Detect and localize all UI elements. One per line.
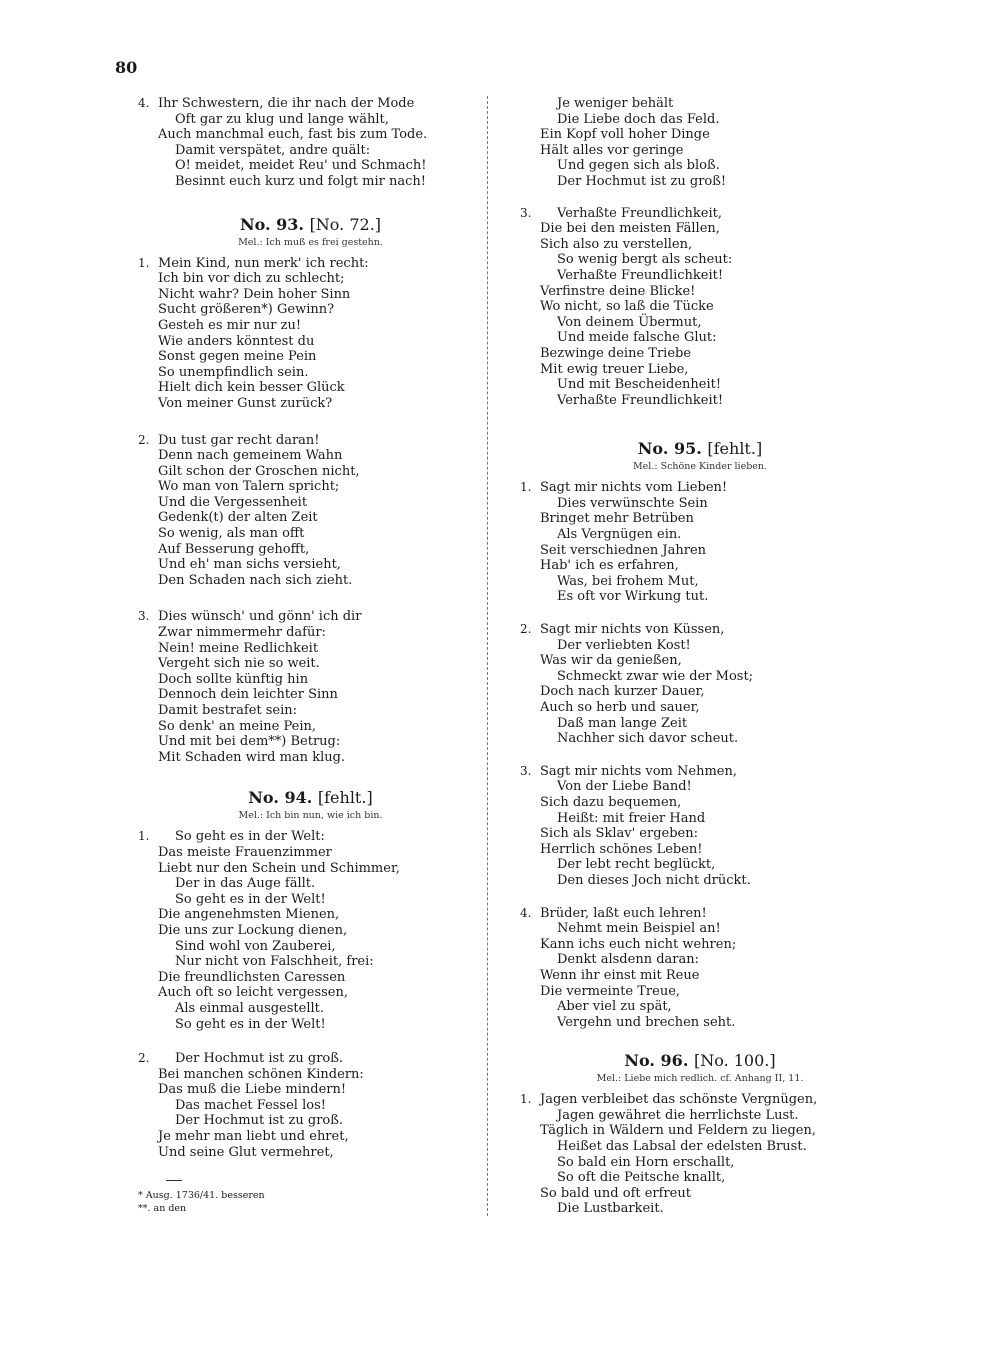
verse-line: Heißt: mit freier Hand <box>557 810 706 826</box>
verse-line: Mein Kind, nun merk' ich recht: <box>158 255 369 271</box>
verse-line: Seit verschiednen Jahren <box>540 542 707 558</box>
verse-line: So wenig, als man offt <box>158 526 305 542</box>
stanza-2-continued <box>520 96 880 190</box>
verse-line: Hält alles vor geringe <box>540 142 684 158</box>
stanza-lines <box>158 1051 483 1160</box>
stanza-number: 1. <box>520 480 532 495</box>
song-reference: [No. 72.] <box>309 214 382 234</box>
verse-line: Die angenehmsten Mienen, <box>158 907 340 923</box>
verse-line: Ihr Schwestern, die ihr nach der Mode <box>158 96 415 111</box>
verse-line: Damit bestrafet sein: <box>158 703 298 718</box>
verse-line: Denn nach gemeinem Wahn <box>158 448 343 464</box>
verse-line: Die Liebe doch das Feld. <box>557 111 720 127</box>
stanza-number: 1. <box>520 1092 532 1107</box>
song-95-stanza <box>520 906 880 1031</box>
stanza-lines <box>540 206 880 409</box>
song-number: No. 96. <box>624 1051 689 1071</box>
verse-line: Gesteh es mir nur zu! <box>158 317 302 333</box>
verse-line: Was wir da genießen, <box>540 653 682 669</box>
verse-line: Schmeckt zwar wie der Most; <box>557 668 754 684</box>
verse-line: Aber viel zu spät, <box>557 999 672 1015</box>
verse-line: Je mehr man liebt und ehret, <box>158 1129 349 1145</box>
verse-line: Sich also zu verstellen, <box>540 236 693 252</box>
verse-line: Brüder, laßt euch lehren! <box>540 905 707 921</box>
verse-line: Sind wohl von Zauberei, <box>175 938 336 954</box>
stanza-number: 3. <box>138 609 150 624</box>
stanza-number: 4. <box>520 905 532 920</box>
verse-line: So denk' an meine Pein, <box>158 718 316 734</box>
song-reference: [No. 100.] <box>693 1051 776 1071</box>
song-95-stanza <box>520 480 880 605</box>
verse-line: Sich dazu bequemen, <box>540 794 682 810</box>
verse-line: Der lebt recht beglückt, <box>557 857 716 873</box>
verse-line: Damit verspätet, andre quält: <box>175 142 371 158</box>
verse-line: Und gegen sich als bloß. <box>557 158 720 174</box>
stanza-lines <box>540 96 880 190</box>
verse-line: Und die Vergessenheit <box>158 494 308 510</box>
verse-line: Die freundlichsten Caressen <box>158 969 346 985</box>
verse-line: Nicht wahr? Dein hoher Sinn <box>158 286 351 302</box>
verse-line: Mit ewig treuer Liebe, <box>540 361 689 377</box>
verse-line: Bei manchen schönen Kindern: <box>158 1066 364 1082</box>
verse-line: Den Schaden nach sich zieht. <box>158 572 353 588</box>
verse-line: Sich als Sklav' ergeben: <box>540 826 698 842</box>
right-column <box>520 96 880 1217</box>
verse-line: Als Vergnügen ein. <box>557 527 682 543</box>
stanza-lines <box>158 96 483 190</box>
verse-line: Nachher sich davor scheut. <box>557 731 739 747</box>
verse-line: Besinnt euch kurz und folgt mir nach! <box>175 173 426 189</box>
verse-line: Die bei den meisten Fällen, <box>540 221 720 237</box>
verse-line: Denkt alsdenn daran: <box>557 952 699 968</box>
verse-line: Auch so herb und sauer, <box>540 700 700 715</box>
verse-line: Verfinstre deine Blicke! <box>540 283 696 299</box>
verse-line: Von meiner Gunst zurück? <box>158 395 333 411</box>
verse-line: Ein Kopf voll hoher Dinge <box>540 127 710 143</box>
verse-line: Wie anders könntest du <box>158 333 315 349</box>
verse-line: Und mit bei dem**) Betrug: <box>158 734 341 750</box>
verse-line: Von der Liebe Band! <box>557 779 692 795</box>
verse-line: Es oft vor Wirkung tut. <box>557 589 709 605</box>
verse-line: Das machet Fessel los! <box>175 1097 326 1113</box>
verse-line: Der Hochmut ist zu groß. <box>175 1113 344 1129</box>
song-94-melody: Mel.: Ich bin nun, wie ich bin. <box>238 810 383 822</box>
verse-line: Kann ichs euch nicht wehren; <box>540 936 737 952</box>
stanza-lines <box>540 1092 880 1217</box>
verse-line: O! meidet, meidet Reu' und Schmach! <box>175 158 427 174</box>
stanza-lines <box>540 906 880 1031</box>
verse-line: So bald und oft erfreut <box>540 1185 691 1201</box>
verse-line: Was, bei frohem Mut, <box>557 573 699 589</box>
verse-line: Nur nicht von Falschheit, frei: <box>175 954 374 970</box>
stanza-4-previous <box>138 96 483 190</box>
verse-line: Das meiste Frauenzimmer <box>158 844 332 860</box>
verse-line: Den dieses Joch nicht drückt. <box>557 872 751 888</box>
verse-line: So geht es in der Welt: <box>175 829 325 845</box>
verse-line: Und seine Glut vermehret, <box>158 1144 334 1160</box>
song-94-stanza <box>138 1051 483 1160</box>
verse-line: Du tust gar recht daran! <box>158 432 320 448</box>
stanza-number: 2. <box>138 432 150 447</box>
verse-line: Vergeht sich nie so weit. <box>158 656 320 672</box>
verse-line: Sagt mir nichts vom Lieben! <box>540 480 728 496</box>
song-95-stanza <box>520 622 880 747</box>
verse-line: Liebt nur den Schein und Schimmer, <box>158 860 400 876</box>
verse-line: Sucht größeren*) Gewinn? <box>158 302 335 318</box>
stanza-3 <box>520 206 880 409</box>
verse-line: Nein! meine Redlichkeit <box>158 640 319 656</box>
verse-line: Täglich in Wäldern und Feldern zu liegen, <box>540 1123 816 1139</box>
song-93-melody: Mel.: Ich muß es frei gestehn. <box>238 236 383 248</box>
song-reference: [fehlt.] <box>317 788 373 808</box>
verse-line: Verhaßte Freundlichkeit, <box>557 205 723 221</box>
verse-line: Und meide falsche Glut: <box>557 330 717 346</box>
verse-line: Zwar nimmermehr dafür: <box>158 625 326 641</box>
stanza-number: 3. <box>520 205 532 220</box>
verse-line: Gedenk(t) der alten Zeit <box>158 510 318 526</box>
song-95-heading <box>520 438 880 460</box>
song-96-melody: Mel.: Liebe mich redlich. cf. Anhang II, 11. <box>596 1073 804 1085</box>
verse-line: Oft gar zu klug und lange wählt, <box>175 111 389 127</box>
verse-line: Wo nicht, so laß die Tücke <box>540 299 714 315</box>
verse-line: Auf Besserung gehofft, <box>158 541 310 557</box>
verse-line: Daß man lange Zeit <box>557 715 688 731</box>
verse-line: Wo man von Talern spricht; <box>158 479 340 495</box>
verse-line: Die vermeinte Treue, <box>540 983 681 999</box>
stanza-number: 4. <box>138 96 150 110</box>
song-number: No. 94. <box>248 788 313 808</box>
verse-line: Heißet das Labsal der edelsten Brust. <box>557 1139 807 1155</box>
verse-line: Auch manchmal euch, fast bis zum Tode. <box>158 127 428 143</box>
verse-line: Auch oft so leicht vergessen, <box>158 985 348 1001</box>
verse-line: Sagt mir nichts von Küssen, <box>540 622 725 638</box>
verse-line: Der Hochmut ist zu groß! <box>557 173 727 189</box>
stanza-lines <box>158 433 483 589</box>
song-number: No. 93. <box>239 214 304 234</box>
verse-line: So oft die Peitsche knallt, <box>557 1170 726 1186</box>
column-divider <box>487 96 488 1216</box>
verse-line: So geht es in der Welt! <box>175 1016 326 1032</box>
verse-line: Das muß die Liebe mindern! <box>158 1082 347 1098</box>
song-number: No. 95. <box>637 439 702 459</box>
verse-line: Hielt dich kein besser Glück <box>158 380 345 396</box>
song-96-stanza <box>520 1092 880 1217</box>
song-95-stanza <box>520 764 880 889</box>
stanza-lines <box>158 609 483 765</box>
verse-line: Verhaßte Freundlichkeit! <box>557 267 724 283</box>
song-93-stanza <box>138 609 483 765</box>
verse-line: Der Hochmut ist zu groß. <box>175 1051 344 1067</box>
song-94-heading <box>138 787 483 809</box>
stanza-lines <box>540 622 880 747</box>
verse-line: Der in das Auge fällt. <box>175 876 316 892</box>
verse-line: So unempfindlich sein. <box>158 364 309 380</box>
verse-line: Doch sollte künftig hin <box>158 671 309 687</box>
verse-line: Und eh' man sichs versieht, <box>158 557 341 573</box>
verse-line: Jagen gewähret die herrlichste Lust. <box>557 1107 799 1123</box>
stanza-lines <box>540 764 880 889</box>
verse-line: Als einmal ausgestellt. <box>175 1000 325 1016</box>
verse-line: Bezwinge deine Triebe <box>540 345 692 361</box>
verse-line: Vergehn und brechen seht. <box>557 1014 736 1030</box>
verse-line: Doch nach kurzer Dauer, <box>540 684 705 700</box>
page-number: 80 <box>115 58 138 77</box>
song-reference: [fehlt.] <box>707 439 763 459</box>
footnote-2: **. an den <box>138 1203 187 1214</box>
stanza-number: 2. <box>520 622 532 637</box>
stanza-lines <box>540 480 880 605</box>
verse-line: Von deinem Übermut, <box>557 314 702 330</box>
stanza-number: 1. <box>138 829 150 844</box>
verse-line: Herrlich schönes Leben! <box>540 841 703 857</box>
verse-line: Ich bin vor dich zu schlecht; <box>158 271 345 287</box>
stanza-lines <box>158 256 483 412</box>
verse-line: Dies wünsch' und gönn' ich dir <box>158 609 362 625</box>
verse-line: Wenn ihr einst mit Reue <box>540 967 700 983</box>
verse-line: Und mit Bescheidenheit! <box>557 377 722 393</box>
verse-line: Jagen verbleibet das schönste Vergnügen, <box>540 1092 818 1108</box>
left-column <box>138 96 483 1160</box>
verse-line: So geht es in der Welt! <box>175 891 326 907</box>
verse-line: Bringet mehr Betrüben <box>540 511 694 527</box>
verse-line: Hab' ich es erfahren, <box>540 558 679 574</box>
verse-line: Gilt schon der Groschen nicht, <box>158 463 360 479</box>
footnote-1: * Ausg. 1736/41. besseren <box>138 1190 265 1201</box>
verse-line: Dies verwünschte Sein <box>557 495 708 511</box>
verse-line: Je weniger behält <box>557 96 674 111</box>
stanza-lines <box>158 829 483 1032</box>
verse-line: Mit Schaden wird man klug. <box>158 749 346 765</box>
footnote-separator <box>166 1180 182 1181</box>
stanza-number: 3. <box>520 763 532 778</box>
song-94-stanza <box>138 829 483 1032</box>
verse-line: Verhaßte Freundlichkeit! <box>557 392 724 408</box>
song-96-heading <box>520 1050 880 1072</box>
song-93-stanza <box>138 256 483 412</box>
verse-line: Der verliebten Kost! <box>557 637 691 653</box>
song-93-heading <box>138 214 483 236</box>
verse-line: Die uns zur Lockung dienen, <box>158 922 348 938</box>
song-93-stanza <box>138 433 483 589</box>
verse-line: Sagt mir nichts vom Nehmen, <box>540 763 737 779</box>
verse-line: Nehmt mein Beispiel an! <box>557 921 721 937</box>
verse-line: So bald ein Horn erschallt, <box>557 1154 735 1170</box>
stanza-number: 2. <box>138 1051 150 1066</box>
verse-line: Sonst gegen meine Pein <box>158 349 317 365</box>
verse-line: So wenig bergt als scheut: <box>557 252 733 268</box>
stanza-number: 1. <box>138 255 150 270</box>
verse-line: Dennoch dein leichter Sinn <box>158 687 338 703</box>
song-95-melody: Mel.: Schöne Kinder lieben. <box>632 461 768 473</box>
verse-line: Die Lustbarkeit. <box>557 1201 664 1217</box>
